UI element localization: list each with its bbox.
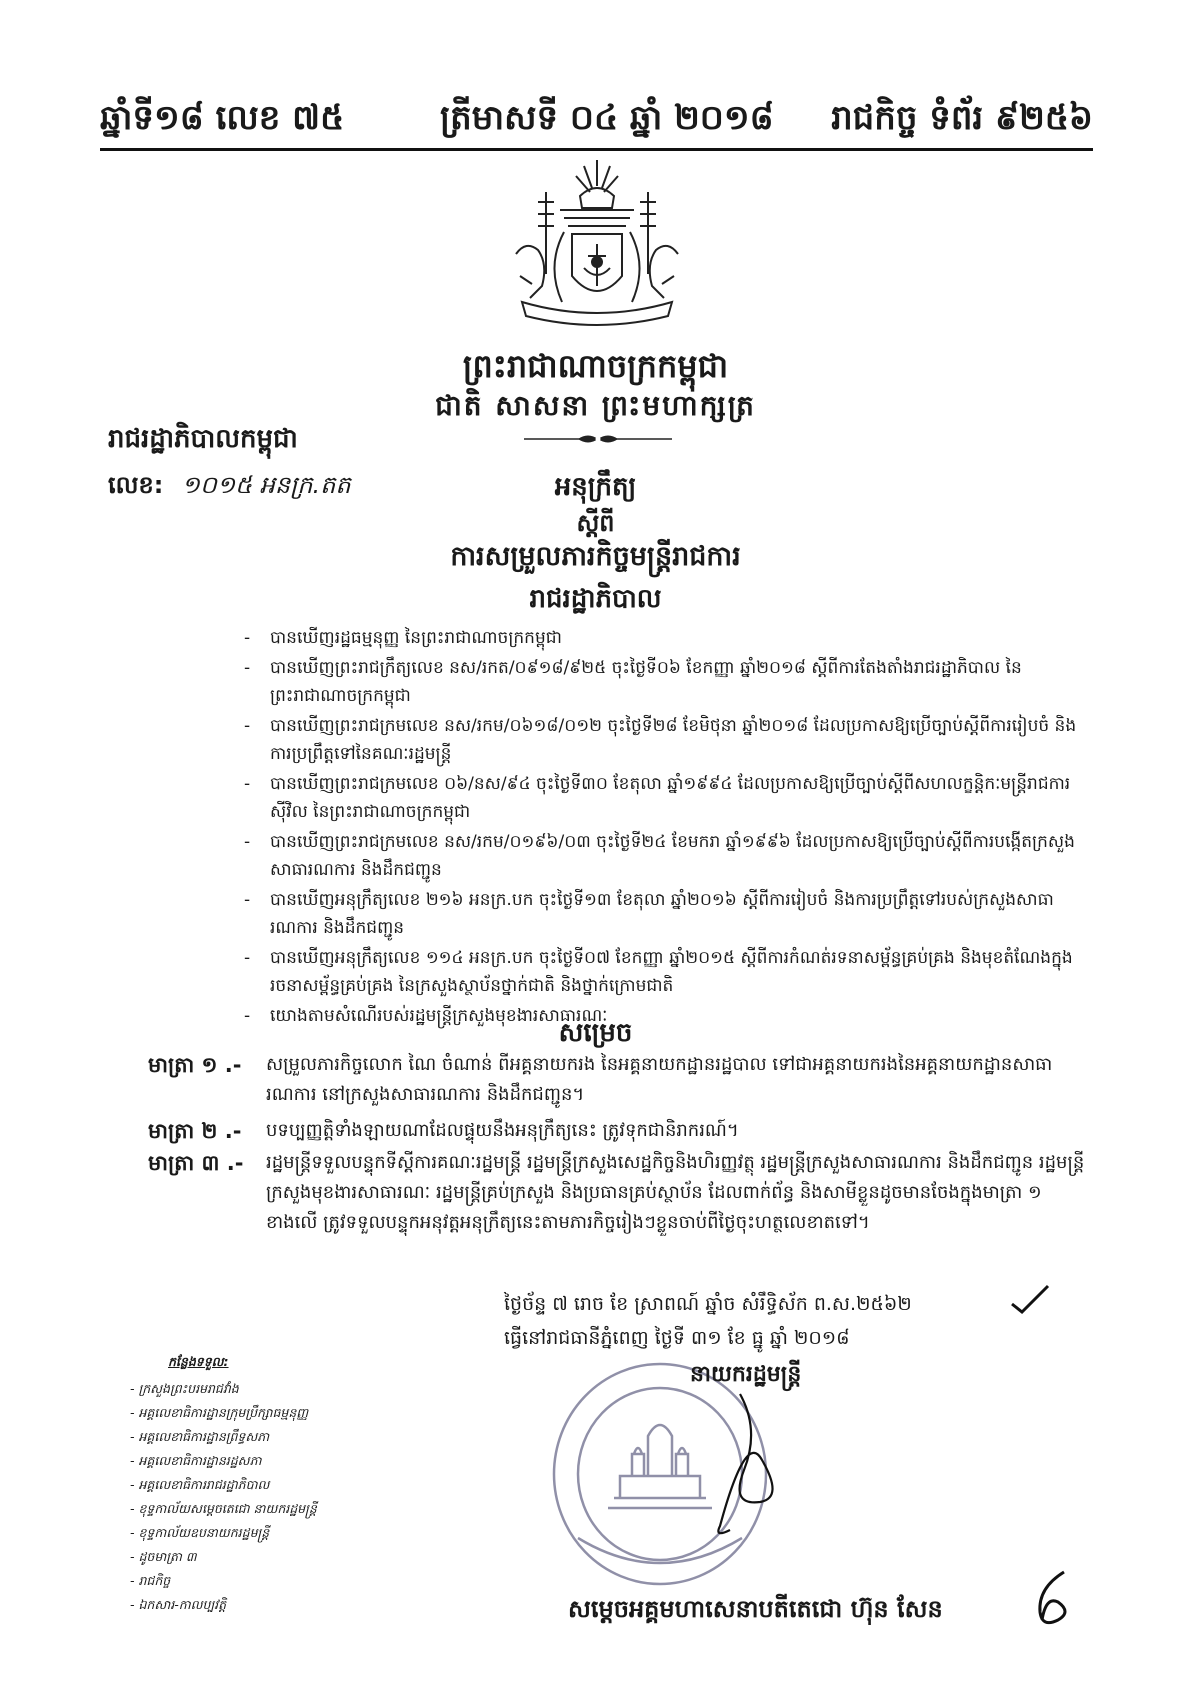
recitals-list: [244, 624, 1082, 1032]
recipients-list: [130, 1354, 430, 1617]
national-motto: ជាតិ សាសនា ព្រះមហាក្សត្រ: [435, 389, 756, 422]
article-3: [148, 1148, 1098, 1238]
check-mark-icon: [1010, 1284, 1050, 1316]
recipient-item: - ដូចមាត្រា ៣: [130, 1549, 197, 1564]
gazette-issue: ឆ្នាំទី១៨ លេខ ៧៥: [100, 98, 345, 138]
article-text: បទប្បញ្ញត្តិទាំងឡាយណាដែលផ្ទុយនឹងអនុក្រឹត្យនេះ ត្រូវទុកជានិរាករណ៍។: [266, 1120, 739, 1141]
recital-item: - បានឃើញអនុក្រឹត្យលេខ ២១៦ អនក្រ.បក ចុះថ្ងៃទី១៣ ខែតុលា ឆ្នាំ២០១៦ ស្តីពីការរៀបចំ និងការប្រព្រឹត្តទៅរបស់ក្រសួងសាធារណការ និងដឹកជញ្ជូន: [244, 890, 1054, 938]
article-label: មាត្រា ២ .-: [148, 1119, 242, 1143]
recital-item: - យោងតាមសំណើរបស់រដ្ឋមន្ត្រីក្រសួងមុខងារសាធារណៈ: [244, 1006, 608, 1026]
recital-item: - បានឃើញព្រះរាជក្រមលេខ នស/រកម/០១៩៦/០៣ ចុះថ្ងៃទី២៤ ខែមករា ឆ្នាំ១៩៩៦ ដែលប្រកាសឱ្យប្រើច្បាប់ស្តីពីការបង្កើតក្រសួងសាធារណការ និងដឹកជញ្ជូន: [244, 832, 1075, 880]
signer-title: នាយករដ្ឋមន្ត្រី: [690, 1362, 802, 1387]
document-number-label: លេខ:: [108, 471, 164, 499]
gazette-page-number: រាជកិច្ច ទំព័រ ៩២៥៦: [831, 98, 1093, 138]
article-text: រដ្ឋមន្ត្រីទទួលបន្ទុកទីស្តីការគណៈរដ្ឋមន្ត្រី រដ្ឋមន្ត្រីក្រសួងសេដ្ឋកិច្ចនិងហិរញ្ញវត្ថុ រដ្ឋមន្ត្រីក្រសួងសាធារណការ និងដឹកជញ្ជូន រដ្ឋមន្ត្រីក្រសួងមុខងារសាធារណៈ រដ្ឋមន្ត្រីគ្រប់ក្រសួង និងប្រធានគ្រប់ស្ថាប័ន ដែលពាក់ព័ន្ធ និងសាមីខ្លួនដូចមានចែងក្នុងមាត្រា ១ ខាងលើ ត្រូវទទួលបន្ទុកអនុវត្តអនុក្រឹត្យនេះតាមភារកិច្ចរៀងៗខ្លួនចាប់ពីថ្ងៃចុះហត្ថលេខាតទៅ។: [266, 1152, 1085, 1233]
gazette-quarter: ត្រីមាសទី ០៤ ឆ្នាំ ២០១៨: [440, 98, 774, 138]
kingdom-title: ព្រះរាជាណាចក្រកម្ពុជា: [462, 347, 729, 385]
signing-date-place: ធ្វើនៅរាជធានីភ្នំពេញ ថ្ងៃទី ៣១ ខែ ធ្នូ ឆ្នាំ ២០១៨: [504, 1327, 850, 1349]
recipient-item: - អគ្គលេខាធិការរាជរដ្ឋាភិបាល: [130, 1477, 270, 1492]
document-issuer: រាជរដ្ឋាភិបាល: [529, 584, 662, 614]
article-1: [148, 1050, 1098, 1110]
recipient-item: - ឯកសារ-កាលប្បវត្តិ: [130, 1597, 227, 1612]
recipient-item: - ក្រសួងព្រះបរមរាជវាំង: [130, 1381, 239, 1396]
article-label: មាត្រា ១ .-: [148, 1053, 242, 1077]
recipient-item: - អគ្គលេខាធិការដ្ឋានព្រឹទ្ធសភា: [130, 1429, 270, 1444]
recipients-title: កន្លែងទទួល:: [168, 1354, 229, 1369]
lunar-date: ថ្ងៃច័ន្ទ ៧ រោច ខែ ស្រាពណ៍ ឆ្នាំច សំរឹទ្ធិស័ក ព.ស.២៥៦២: [504, 1293, 912, 1315]
signature-initial: [1028, 1568, 1076, 1630]
article-text: សម្រួលភារកិច្ចលោក ណៃ ចំណាន់ ពីអគ្គនាយករង នៃអគ្គនាយកដ្ឋានរដ្ឋបាល ទៅជាអគ្គនាយករងនៃអគ្គនាយកដ្ឋានសាធារណការ នៅក្រសួងសាធារណការ និងដឹកជញ្ជូន។: [266, 1054, 1053, 1105]
divider-ornament: [524, 432, 672, 446]
recipient-item: - ខុទ្ទកាល័យឧបនាយករដ្ឋមន្ត្រី: [130, 1525, 270, 1540]
document-type: អនុក្រឹត្យ: [554, 472, 637, 502]
recipient-item: - រាជកិច្ច: [130, 1573, 171, 1588]
header-rule: [100, 148, 1093, 151]
recital-item: - បានឃើញអនុក្រឹត្យលេខ ១១៤ អនក្រ.បក ចុះថ្ងៃទី០៧ ខែកញ្ញា ឆ្នាំ២០១៥ ស្តីពីការកំណត់រទនាសម្ព័ន្ធគ្រប់គ្រង និងមុខតំណែងក្នុងរចនាសម្ព័ន្ធគ្រប់គ្រង នៃក្រសួងស្ថាប័នថ្នាក់ជាតិ និងថ្នាក់ក្រោមជាតិ: [244, 948, 1073, 996]
article-label: មាត្រា ៣ .-: [148, 1151, 244, 1175]
issuing-government: រាជរដ្ឋាភិបាលកម្ពុជា: [108, 424, 298, 454]
royal-arms-emblem: [502, 156, 692, 334]
recital-item: - បានឃើញព្រះរាជក្រមលេខ ០៦/នស/៩៤ ចុះថ្ងៃទី៣០ ខែតុលា ឆ្នាំ១៩៩៤ ដែលប្រកាសឱ្យប្រើច្បាប់ស្តីពីសហលក្ខន្តិកៈមន្ត្រីរាជការស៊ីវិល នៃព្រះរាជាណាចក្រកម្ពុជា: [244, 774, 1071, 822]
recital-item: - បានឃើញព្រះរាជក្រមលេខ នស/រកម/០៦១៨/០១២ ចុះថ្ងៃទី២៨ ខែមិថុនា ឆ្នាំ២០១៨ ដែលប្រកាសឱ្យប្រើច្បាប់ស្តីពីការរៀបចំ និងការប្រព្រឹត្តទៅនៃគណៈរដ្ឋមន្ត្រី: [244, 716, 1077, 764]
recipient-item: - អគ្គលេខាធិការដ្ឋានក្រុមប្រឹក្សាធម្មនុញ្ញ: [130, 1405, 309, 1420]
decision-heading: សម្រេច: [558, 1018, 633, 1048]
signature-scribble: [700, 1390, 786, 1540]
document-subject: ការសម្រួលភារកិច្ចមន្ត្រីរាជការ: [450, 541, 741, 572]
recital-item: - បានឃើញព្រះរាជក្រឹត្យលេខ នស/រកត/០៩១៨/៩២៥ ចុះថ្ងៃទី០៦ ខែកញ្ញា ឆ្នាំ២០១៨ ស្តីពីការតែងតាំងរាជរដ្ឋាភិបាល នៃព្រះរាជាណាចក្រកម្ពុជា: [244, 658, 1022, 706]
document-about: ស្តីពី: [576, 509, 615, 537]
document-number-value: ១០១៥ អនក្រ.តត: [181, 471, 351, 499]
signer-name: សម្តេចអគ្គមហាសេនាបតីតេជោ ហ៊ុន សែន: [568, 1595, 943, 1623]
recital-item: - បានឃើញរដ្ឋធម្មនុញ្ញ នៃព្រះរាជាណាចក្រកម្ពុជា: [244, 628, 562, 648]
recipient-item: - ខុទ្ទកាល័យសម្តេចតេជោ នាយករដ្ឋមន្ត្រី: [130, 1501, 317, 1516]
article-2: [148, 1116, 1098, 1146]
recipient-item: - អគ្គលេខាធិការដ្ឋានរដ្ឋសភា: [130, 1453, 262, 1468]
